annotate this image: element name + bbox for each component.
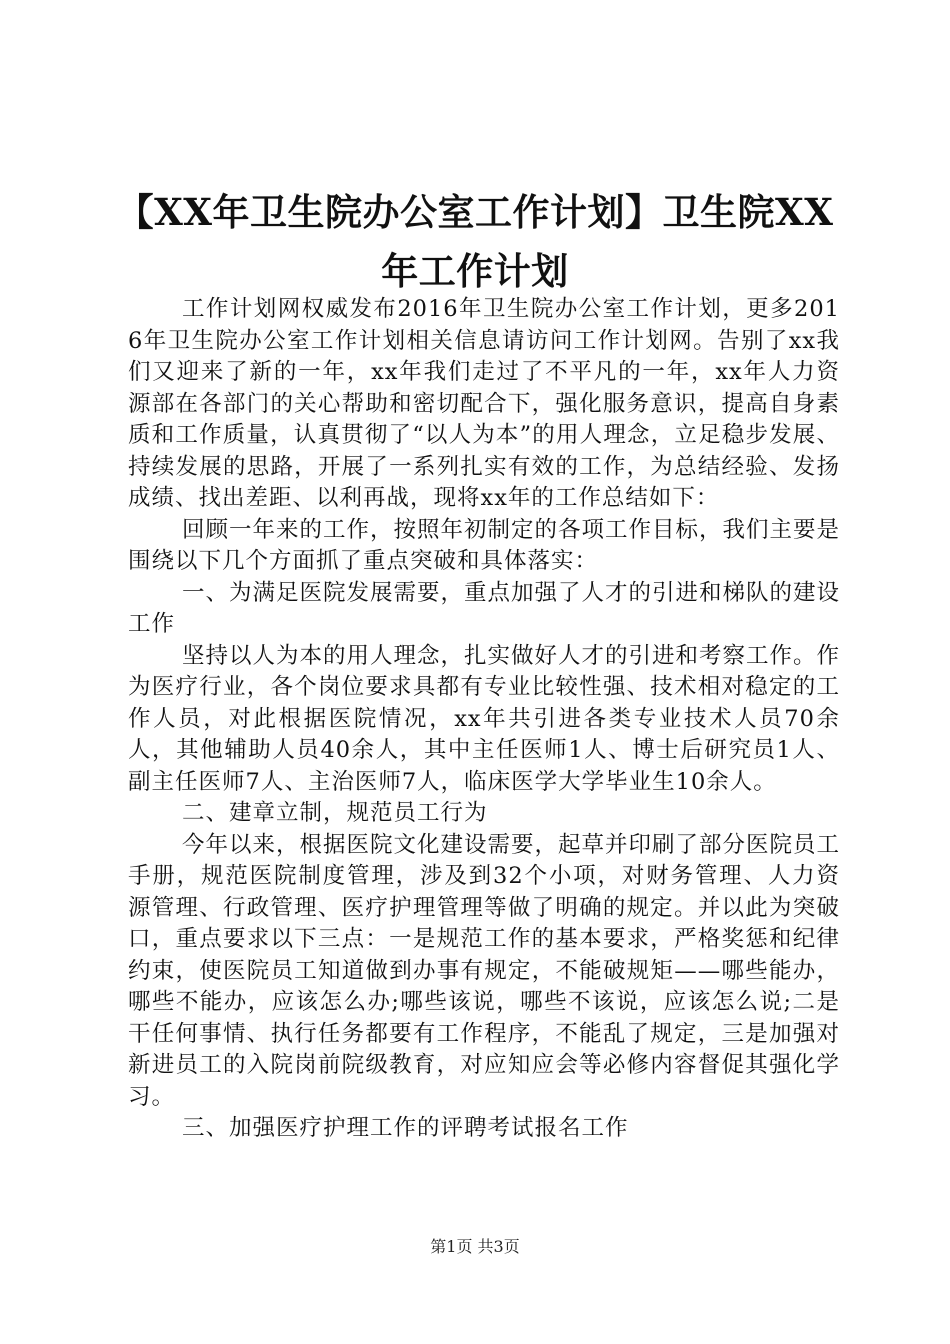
section-heading-rules: 二、建章立制，规范员工行为: [182, 800, 488, 826]
paragraph-review: 回顾一年来的工作，按照年初制定的各项工作目标，我们主要是围绕以下几个方面抓了重点突破和具体落实：: [128, 516, 841, 574]
page-footer: 第1页 共3页: [430, 1237, 520, 1256]
paragraph-intro: 工作计划网权威发布2016年卫生院办公室工作计划，更多2016年卫生院办公室工作计划相关信息请访问工作计划网。告别了xx我们又迎来了新的一年，xx年我们走过了不平凡的一年，xx年人力资源部在各部门的关心帮助和密切配合下，强化服务意识，提高自身素质和工作质量，认真贯彻了“以人为本”的用人理念，立足稳步发展、持续发展的思路，开展了一系列扎实有效的工作，为总结经验、发扬成绩、找出差距、以利再战，现将xx年的工作总结如下：: [128, 296, 840, 511]
document-title: 【XX年卫生院办公室工作计划】卫生院XX年工作计划: [116, 189, 834, 293]
paragraph-talent: 坚持以人为本的用人理念，扎实做好人才的引进和考察工作。作为医疗行业，各个岗位要求具都有专业比较性强、技术相对稳定的工作人员，对此根据医院情况，xx年共引进各类专业技术人员70余人，其他辅助人员40余人，其中主任医师1人、博士后研究员1人、副主任医师7人、主治医师7人，临床医学大学毕业生10余人。: [128, 642, 841, 795]
paragraph-rules: 今年以来，根据医院文化建设需要，起草并印刷了部分医院员工手册，规范医院制度管理，涉及到32个小项，对财务管理、人力资源管理、行政管理、医疗护理管理等做了明确的规定。并以此为突破口，重点要求以下三点：一是规范工作的基本要求，严格奖惩和纪律约束，使医院员工知道做到办事有规定，不能破规矩——哪些能办，哪些不能办，应该怎么办;哪些该说，哪些不该说，应该怎么说;二是干任何事情、执行任务都要有工作程序，不能乱了规定，三是加强对新进员工的入院岗前院级教育，对应知应会等必修内容督促其强化学习。: [128, 831, 841, 1110]
section-heading-talent: 一、为满足医院发展需要，重点加强了人才的引进和梯队的建设工作: [128, 579, 841, 637]
document-body: [128, 294, 840, 1145]
section-heading-exam: 三、加强医疗护理工作的评聘考试报名工作: [182, 1115, 629, 1141]
